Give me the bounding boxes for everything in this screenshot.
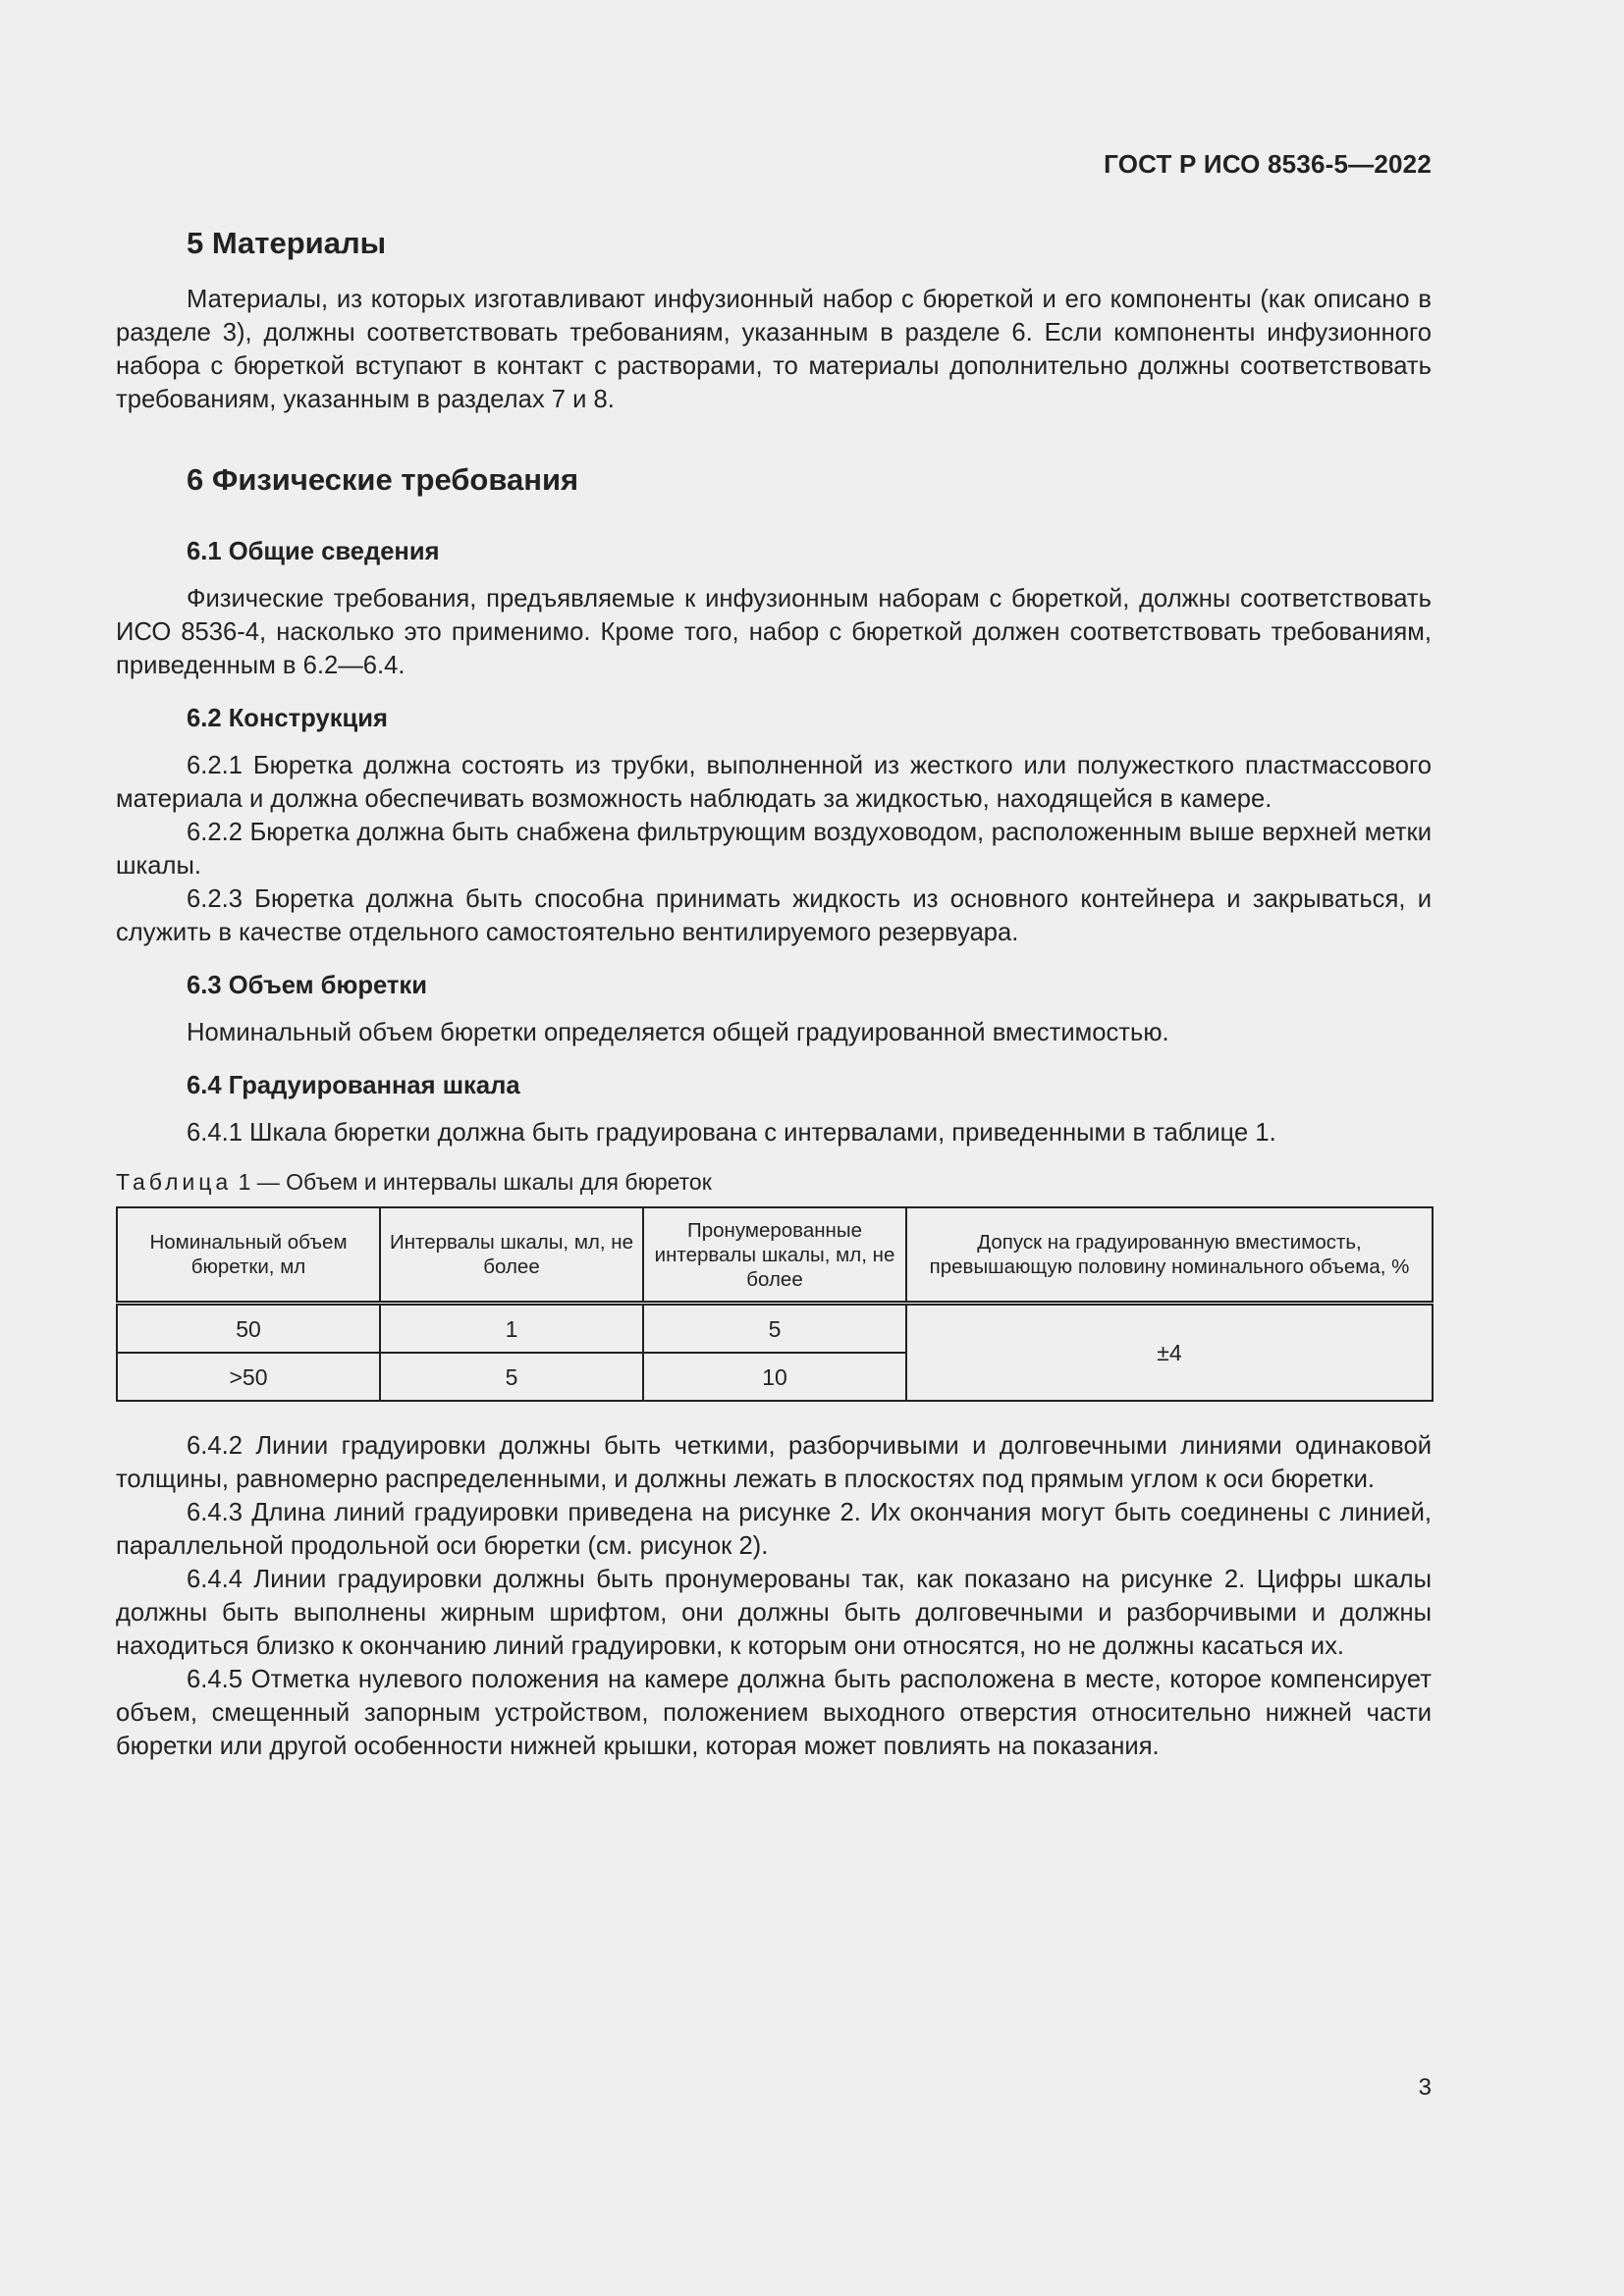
clause-6-4-1: 6.4.1 Шкала бюретки должна быть градуирована с интервалами, приведенными в таблице 1. — [187, 1119, 1276, 1147]
page-number: 3 — [1418, 2074, 1432, 2101]
section-6-1-paragraph: Физические требования, предъявляемые к инфузионным наборам с бюреткой, должны соответствовать ИСО 8536-4, насколько это применимо. Кроме того, набор с бюреткой должен соответствовать требованиям, приведенным в 6.2—6.4. — [116, 585, 1432, 679]
cell-numbered-interval: 5 — [643, 1304, 906, 1354]
clause-6-2-1: 6.2.1 Бюретка должна состоять из трубки, выполненной из жесткого или полужесткого пластмассового материала и должна обеспечивать возможность наблюдать за жидкостью, находящейся в камере. — [116, 752, 1432, 813]
cell-scale-interval: 1 — [380, 1304, 643, 1354]
page-content — [116, 224, 1432, 1763]
table-caption — [116, 1167, 1432, 1197]
clause-6-4-2: 6.4.2 Линии градуировки должны быть четкими, разборчивыми и долговечными линиями одинаковой толщины, равномерно распределенными, и должны лежать в плоскостях под прямым углом к оси бюретки. — [116, 1432, 1432, 1493]
document-page — [116, 0, 1432, 2296]
table-header-row — [117, 1207, 1433, 1304]
cell-nominal-volume: >50 — [117, 1353, 380, 1401]
clause-6-2-3: 6.2.3 Бюретка должна быть способна принимать жидкость из основного контейнера и закрываться, и служить в качестве отдельного самостоятельно вентилируемого резервуара. — [116, 885, 1432, 946]
document-id: ГОСТ Р ИСО 8536-5—2022 — [1104, 149, 1432, 179]
clause-6-4-4: 6.4.4 Линии градуировки должны быть пронумерованы так, как показано на рисунке 2. Цифры шкалы должны быть выполнены жирным шрифтом, они должны быть долговечными и разборчивыми и должны находиться близко к окончанию линий градуировки, к которым они относятся, но не должны касаться их. — [116, 1566, 1432, 1660]
clause-6-2-2: 6.2.2 Бюретка должна быть снабжена фильтрующим воздуховодом, расположенным выше верхней метки шкалы. — [116, 819, 1432, 880]
section-6-1-heading: 6.1 Общие сведения — [187, 538, 440, 565]
cell-scale-interval: 5 — [380, 1353, 643, 1401]
clause-6-4-5: 6.4.5 Отметка нулевого положения на камере должна быть расположена в месте, которое компенсирует объем, смещенный запорным устройством, положением выходного отверстия относительно нижней части бюретки или другой особенности нижней крышки, которая может повлиять на показания. — [116, 1666, 1432, 1760]
cell-tolerance: ±4 — [906, 1304, 1433, 1402]
section-5-paragraph: Материалы, из которых изготавливают инфузионный набор с бюреткой и его компоненты (как описано в разделе 3), должны соответствовать требованиям, указанным в разделе 6. Если компоненты инфузионного набора с бюреткой вступают в контакт с растворами, то материалы дополнительно должны соответствовать требованиям, указанным в разделах 7 и 8. — [116, 286, 1432, 413]
section-6-3-heading: 6.3 Объем бюретки — [187, 972, 427, 999]
cell-numbered-interval: 10 — [643, 1353, 906, 1401]
section-6-heading: 6 Физические требования — [187, 462, 579, 497]
table-caption-text: 1 — Объем и интервалы шкалы для бюреток — [238, 1169, 712, 1195]
clause-6-4-3: 6.4.3 Длина линий градуировки приведена на рисунке 2. Их окончания могут быть соединены с линией, параллельной продольной оси бюретки (см. рисунок 2). — [116, 1499, 1432, 1560]
table-caption-label: Таблица — [116, 1169, 233, 1195]
section-5-heading: 5 Материалы — [187, 226, 387, 260]
table-row — [117, 1304, 1433, 1354]
header-tolerance: Допуск на градуированную вместимость, превышающую половину номинального объема, % — [906, 1207, 1433, 1304]
section-6-2-heading: 6.2 Конструкция — [187, 705, 388, 732]
cell-nominal-volume: 50 — [117, 1304, 380, 1354]
section-6-4-heading: 6.4 Градуированная шкала — [187, 1072, 520, 1099]
header-scale-intervals: Интервалы шкалы, мл, не более — [380, 1207, 643, 1304]
header-numbered-intervals: Пронумерованные интервалы шкалы, мл, не более — [643, 1207, 906, 1304]
table-1 — [116, 1206, 1434, 1402]
section-6-3-paragraph: Номинальный объем бюретки определяется общей градуированной вместимостью. — [187, 1019, 1169, 1046]
header-nominal-volume: Номинальный объем бюретки, мл — [117, 1207, 380, 1304]
